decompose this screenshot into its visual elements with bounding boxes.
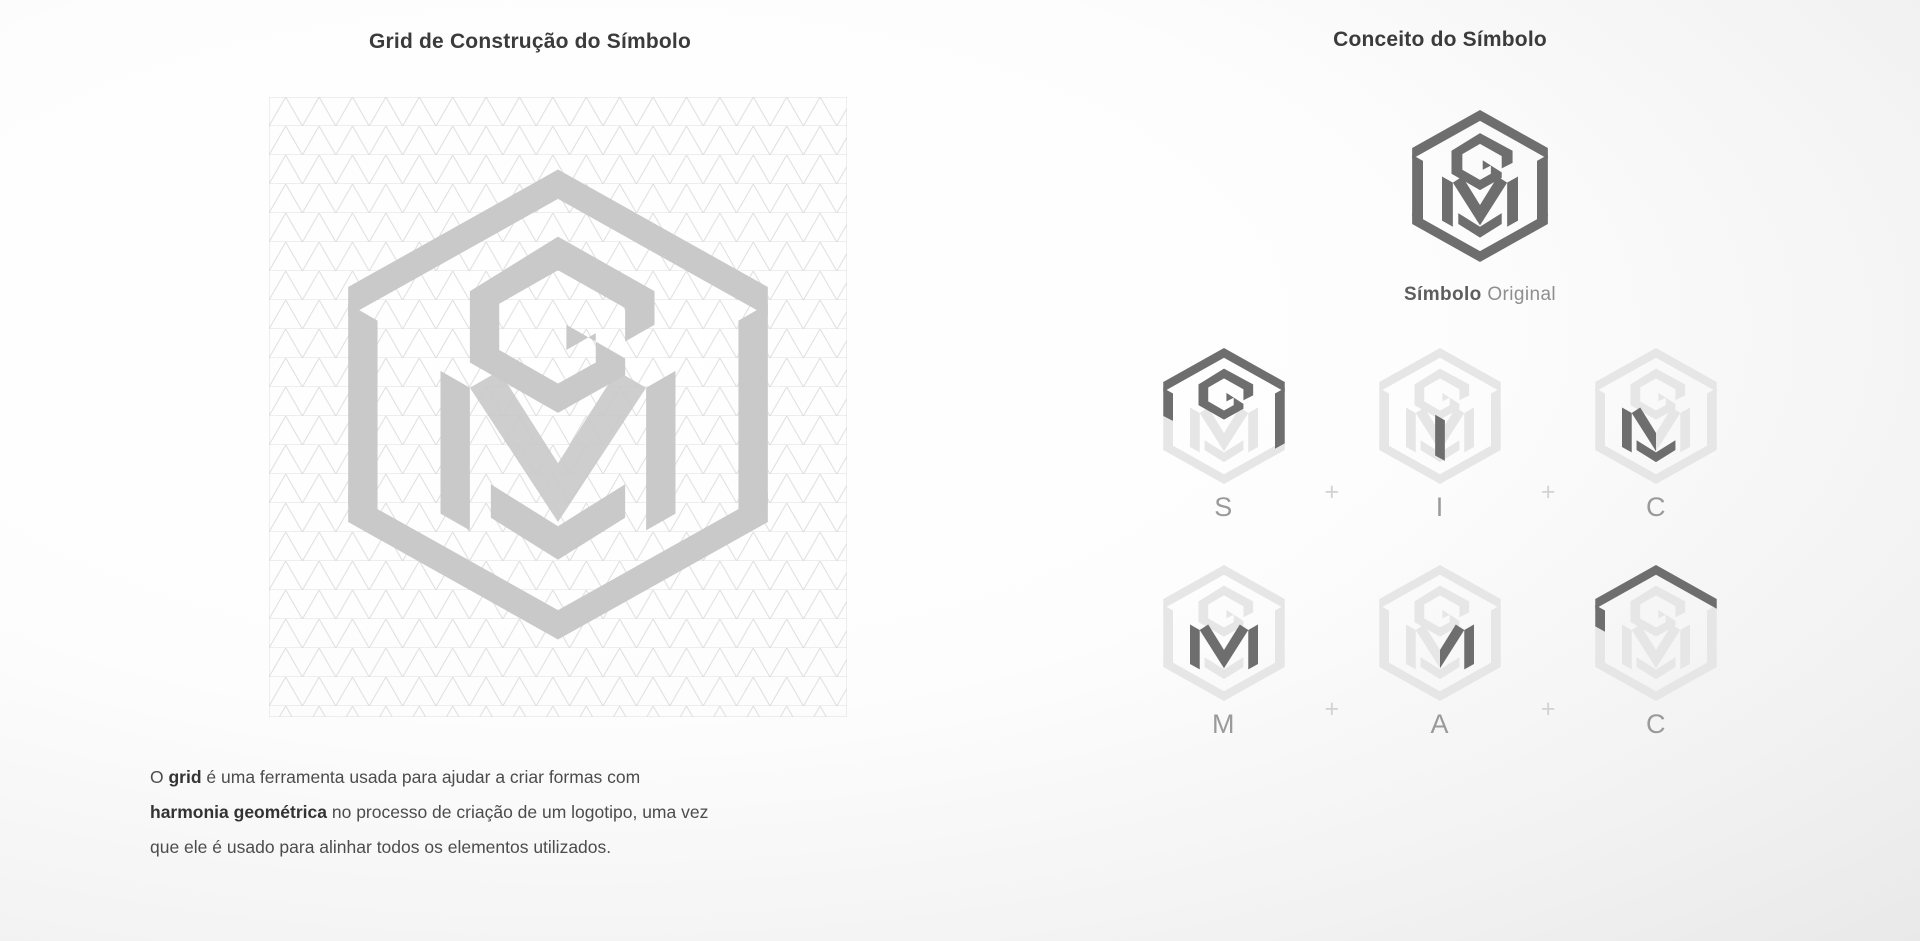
- construction-grid: [269, 97, 847, 717]
- original-symbol-caption: [1150, 284, 1810, 306]
- letter-cell-a: [1366, 565, 1513, 740]
- symbol-on-grid: [348, 170, 768, 645]
- letter-cell-i: [1366, 348, 1513, 523]
- letter-label-i: I: [1435, 492, 1445, 522]
- letter-cell-c: [1583, 348, 1730, 523]
- letter-cell-s: [1150, 348, 1297, 523]
- letter-row: [1150, 565, 1730, 740]
- original-caption-bold: Símbolo: [1403, 284, 1482, 305]
- paragraph-line1-pre: O: [150, 767, 169, 787]
- letter-label-m: M: [1211, 709, 1236, 739]
- description-paragraph: [150, 760, 935, 865]
- letter-label-c2: C: [1646, 709, 1667, 739]
- symbol-letter-c-icon: [1594, 348, 1718, 484]
- paragraph-line1-post: é uma ferramenta usada para ajudar a criar formas com: [201, 767, 641, 787]
- symbol-letter-i-icon: [1378, 348, 1502, 484]
- plus-separator: +: [1324, 478, 1340, 506]
- plus-separator: +: [1540, 478, 1556, 506]
- letter-cell-c2: [1583, 565, 1730, 740]
- paragraph-bold-harmonia: harmonia geométrica: [150, 802, 327, 822]
- symbol-letter-c2-icon: [1594, 565, 1718, 701]
- symbol-letter-m-icon: [1162, 565, 1286, 701]
- letter-breakdown-grid: [1150, 348, 1730, 740]
- symbol-letter-s-icon: [1162, 348, 1286, 484]
- plus-separator: +: [1324, 695, 1340, 723]
- plus-separator: +: [1540, 695, 1556, 723]
- original-caption-rest: Original: [1481, 284, 1557, 305]
- concept-section: [1150, 28, 1810, 740]
- paragraph-line3: que ele é usado para alinhar todos os elementos utilizados.: [150, 837, 612, 857]
- paragraph-bold-grid: grid: [168, 767, 202, 787]
- original-symbol-icon: [1410, 110, 1550, 262]
- concept-title: Conceito do Símbolo: [1333, 28, 1547, 51]
- original-symbol-block: [1150, 110, 1810, 306]
- paragraph-line2-post: no processo de criação de um logotipo, uma vez: [327, 802, 709, 822]
- symbol-letter-a-icon: [1378, 565, 1502, 701]
- letter-label-a: A: [1430, 709, 1450, 739]
- grid-section: [150, 30, 940, 717]
- page-title: Grid de Construção do Símbolo: [369, 30, 691, 53]
- letter-row: [1150, 348, 1730, 523]
- letter-label-s: S: [1214, 492, 1234, 522]
- letter-cell-m: [1150, 565, 1297, 740]
- letter-label-c: C: [1646, 492, 1667, 522]
